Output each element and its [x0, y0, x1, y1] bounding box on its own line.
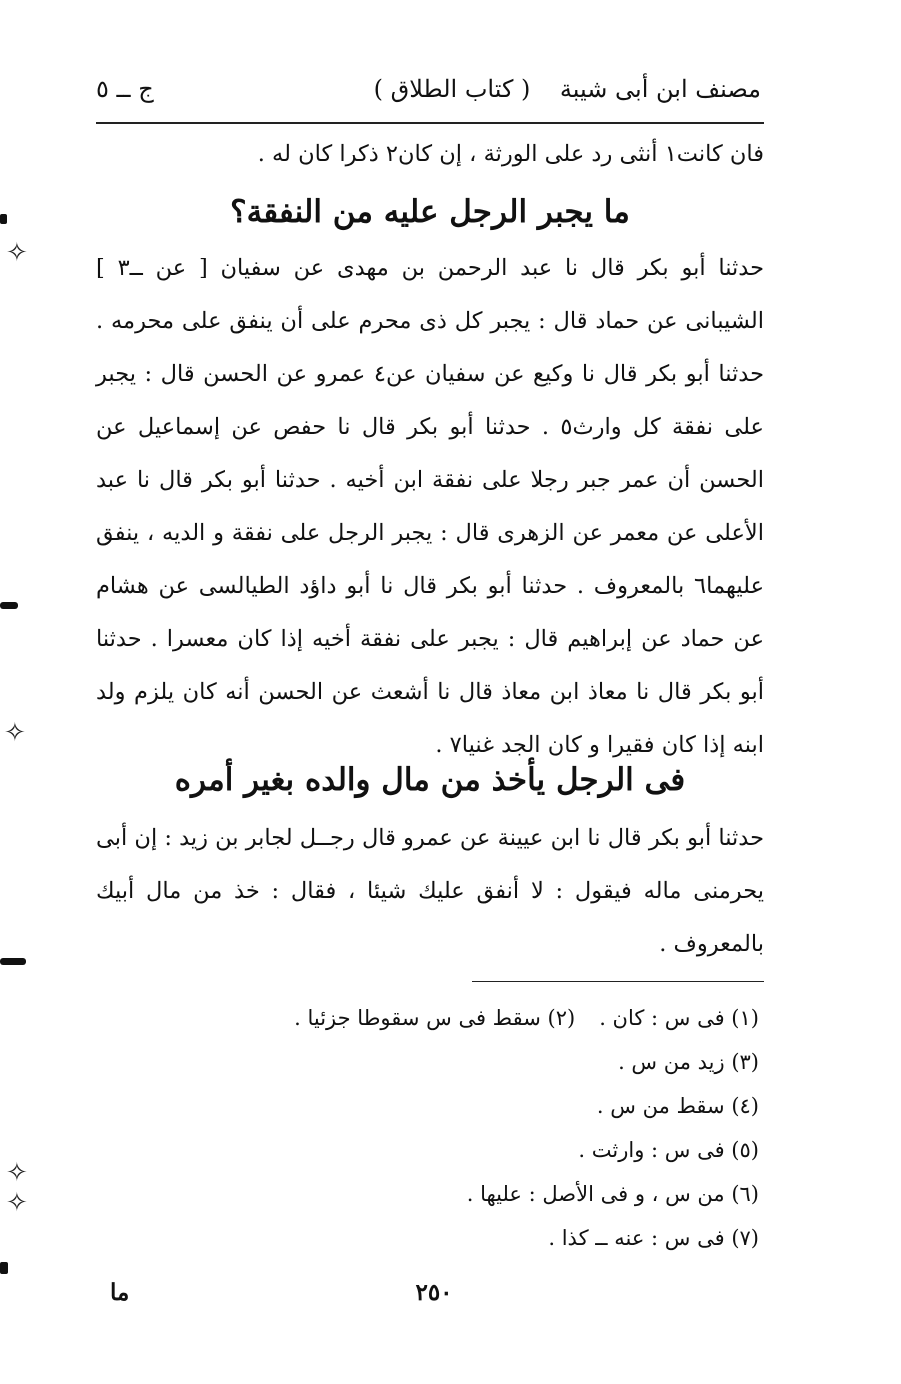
running-header-section: ( كتاب الطلاق ) [373, 75, 531, 103]
footnote-rule [472, 981, 764, 982]
chapter-heading-1: ما يجبر الرجل عليه من النفقة؟ [230, 194, 630, 230]
margin-ink-mark [0, 214, 7, 224]
margin-ink-mark [0, 602, 18, 609]
header-rule [96, 122, 764, 124]
chapter-1-paragraph: حدثنا أبو بكر قال نا عبد الرحمن بن مهدى عن سفيان [ عن ــ٣ ] الشيبانى عن حماد قال : يجبر كل ذى محرم على أن ينفق على محرمه . حدثنا أبو بكر قال نا وكيع عن سفيان عن٤ عمرو عن الحسن قال : يجبر على نفقة كل وارث٥ . حدثنا أبو بكر قال نا حفص عن إسماعيل عن الحسن أن عمر جبر رجلا على نفقة ابن أخيه . حدثنا أبو بكر قال نا عبد الأعلى عن معمر عن الزهرى قال : يجبر الرجل على نفقة و الديه ، ينفق عليهما٦ بالمعروف . حدثنا أبو بكر قال نا أبو داؤد الطيالسى عن هشام عن حماد عن إبراهيم قال : يجبر على نفقة أخيه إذا كان معسرا . حدثنا أبو بكر قال نا معاذ ابن معاذ قال نا أشعث عن الحسن أنه كان يلزم ولد ابنه إذا كان فقيرا و كان الجد غنيا٧ . [96, 255, 765, 758]
footnote-5: (٥) فى س : وارثت . [578, 1138, 759, 1162]
margin-star-icon: ✧ [4, 718, 26, 748]
opening-paragraph: فان كانت١ أنثى رد على الورثة ، إن كان٢ ذكرا كان له . [257, 141, 764, 167]
footnote-7: (٧) فى س : عنه ــ كذا . [548, 1226, 759, 1250]
margin-star-icon: ✧ [6, 1188, 28, 1218]
catchword: ما [110, 1279, 130, 1306]
footnote-6: (٦) من س ، و فى الأصل : عليها . [466, 1182, 759, 1206]
footnote-4: (٤) سقط من س . [596, 1094, 759, 1118]
footnote-3: (٣) زيد من س . [618, 1050, 759, 1074]
margin-star-icon: ✧ [6, 1158, 28, 1188]
footnotes [239, 996, 759, 1260]
chapter-2-paragraph: حدثنا أبو بكر قال نا ابن عيينة عن عمرو قال رجــل لجابر بن زيد : إن أبى يحرمنى ماله فيقول : لا أنفق عليك شيئا ، فقال : خذ من مال أبيك بالمعروف . [96, 825, 764, 957]
footnote-1: (١) فى س : كان . [599, 1006, 759, 1030]
page-number: ٢٥٠ [415, 1279, 453, 1306]
footnote-2: (٢) سقط فى س سقوطا جزئيا . [294, 1006, 576, 1030]
footnote-row [239, 996, 759, 1040]
running-header-book-title: مصنف ابن أبى شيبة [559, 75, 761, 103]
margin-ink-mark [0, 1262, 8, 1274]
margin-ink-mark [0, 958, 26, 965]
running-header-volume: ج ــ ٥ [96, 75, 154, 103]
margin-star-icon: ✧ [6, 238, 28, 268]
chapter-heading-2: فى الرجل يأخذ من مال والده بغير أمره [174, 762, 686, 798]
